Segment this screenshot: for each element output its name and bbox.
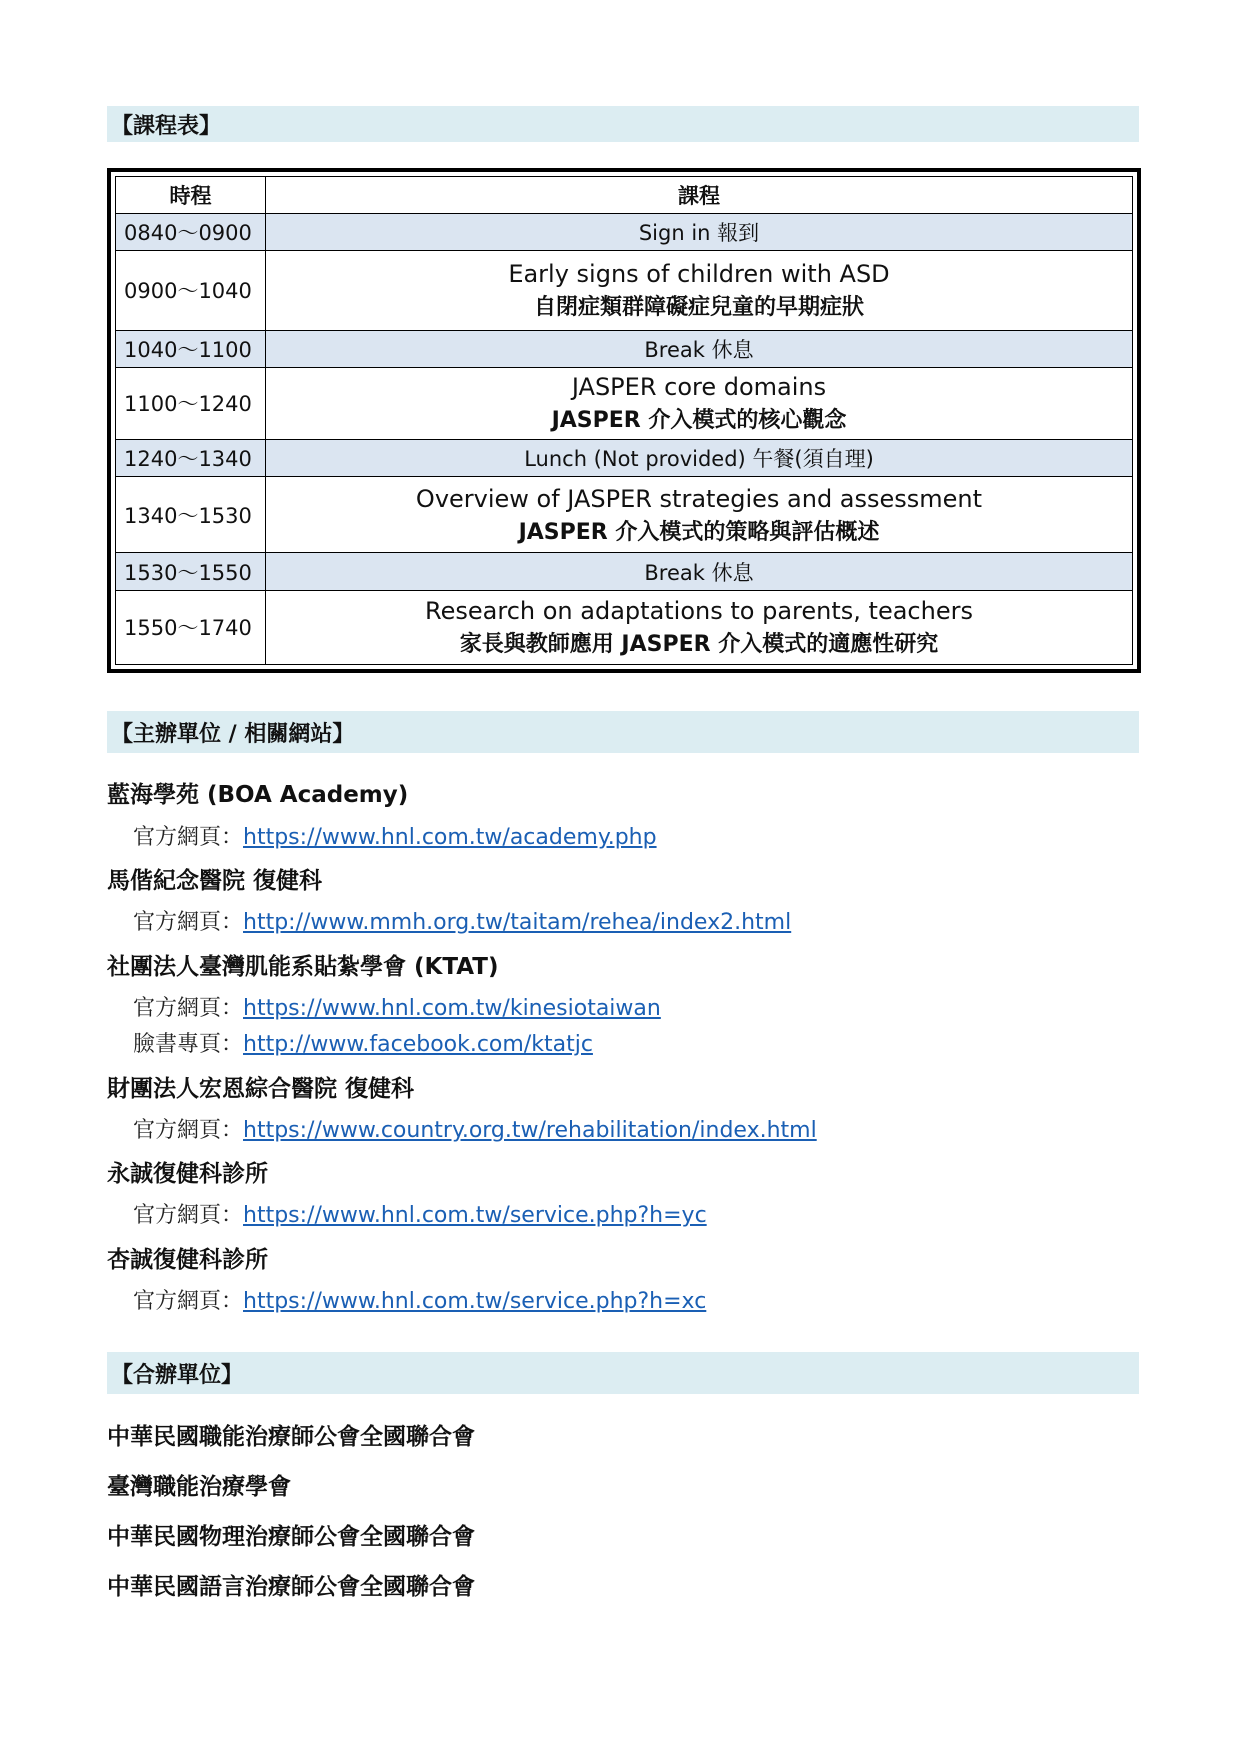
link-label: 官方網頁： xyxy=(133,1289,244,1314)
organizer-link-line xyxy=(133,991,661,1022)
table-row xyxy=(116,440,1133,477)
row-course xyxy=(266,477,1133,553)
table-row xyxy=(116,214,1133,251)
website-link[interactable]: https://www.hnl.com.tw/kinesiotaiwan xyxy=(243,996,661,1021)
course-title-en: JASPER core domains xyxy=(571,373,827,402)
organizer-name: 藍海學苑 (BOA Academy) xyxy=(107,782,409,808)
schedule-table-frame xyxy=(107,168,1141,673)
organizer-link-line xyxy=(133,1113,817,1144)
organizer-link-line xyxy=(133,1284,706,1315)
website-link[interactable]: https://www.country.org.tw/rehabilitation/index.html xyxy=(243,1118,817,1143)
table-row xyxy=(116,590,1133,664)
row-course: Break 休息 xyxy=(266,553,1133,590)
co-organizer-item: 中華民國職能治療師公會全國聯合會 xyxy=(107,1424,475,1450)
website-link[interactable]: https://www.hnl.com.tw/service.php?h=yc xyxy=(243,1203,707,1228)
facebook-link[interactable]: http://www.facebook.com/ktatjc xyxy=(243,1032,593,1057)
course-title-zh: 家長與教師應用 JASPER 介入模式的適應性研究 xyxy=(459,632,939,658)
organizer-name: 社團法人臺灣肌能系貼紮學會 (KTAT) xyxy=(107,954,499,980)
row-course: Break 休息 xyxy=(266,330,1133,367)
row-course: Sign in 報到 xyxy=(266,214,1133,251)
website-link[interactable]: https://www.hnl.com.tw/academy.php xyxy=(243,825,657,850)
table-row xyxy=(116,251,1133,330)
row-time: 1240～1340 xyxy=(116,440,266,477)
organizer-name: 杏誠復健科診所 xyxy=(107,1247,268,1273)
schedule-heading: 【課程表】 xyxy=(107,106,1139,142)
schedule-table xyxy=(115,176,1133,665)
link-label: 官方網頁： xyxy=(133,910,244,935)
table-row xyxy=(116,330,1133,367)
link-label: 官方網頁： xyxy=(133,1118,244,1143)
co-organizer-item: 臺灣職能治療學會 xyxy=(107,1474,291,1500)
co-organizers-heading: 【合辦單位】 xyxy=(107,1352,1139,1394)
course-title-zh: JASPER 介入模式的核心觀念 xyxy=(551,408,847,434)
link-label: 官方網頁： xyxy=(133,996,244,1021)
table-header-row xyxy=(116,177,1133,214)
row-course xyxy=(266,590,1133,664)
website-link[interactable]: http://www.mmh.org.tw/taitam/rehea/index2.html xyxy=(243,910,792,935)
co-organizer-item: 中華民國物理治療師公會全國聯合會 xyxy=(107,1524,475,1550)
course-title-en: Research on adaptations to parents, teachers xyxy=(425,597,973,626)
website-link[interactable]: https://www.hnl.com.tw/service.php?h=xc xyxy=(243,1289,707,1314)
row-course xyxy=(266,251,1133,330)
row-time: 0900～1040 xyxy=(116,251,266,330)
row-time: 1530～1550 xyxy=(116,553,266,590)
course-title-en: Overview of JASPER strategies and assessment xyxy=(415,484,983,513)
row-time: 1040～1100 xyxy=(116,330,266,367)
row-time: 1550～1740 xyxy=(116,590,266,664)
course-title-zh: JASPER 介入模式的策略與評估概述 xyxy=(518,519,880,545)
course-title-zh: 自閉症類群障礙症兒童的早期症狀 xyxy=(533,295,864,321)
header-time: 時程 xyxy=(116,177,266,214)
course-title-en: Early signs of children with ASD xyxy=(508,260,890,289)
link-label: 官方網頁： xyxy=(133,825,244,850)
row-time: 1100～1240 xyxy=(116,367,266,439)
table-row xyxy=(116,367,1133,439)
row-course: Lunch (Not provided) 午餐(須自理) xyxy=(266,440,1133,477)
table-row xyxy=(116,477,1133,553)
organizer-link-line xyxy=(133,820,657,851)
organizers-heading: 【主辦單位 / 相關網站】 xyxy=(107,711,1139,753)
organizer-link-line xyxy=(133,1027,593,1058)
organizer-link-line xyxy=(133,1198,707,1229)
organizer-link-line xyxy=(133,905,791,936)
header-course: 課程 xyxy=(266,177,1133,214)
co-organizer-item: 中華民國語言治療師公會全國聯合會 xyxy=(107,1574,475,1600)
organizer-name: 永誠復健科診所 xyxy=(107,1161,268,1187)
link-label: 臉書專頁： xyxy=(133,1032,244,1057)
row-time: 0840～0900 xyxy=(116,214,266,251)
row-course xyxy=(266,367,1133,439)
table-row xyxy=(116,553,1133,590)
row-time: 1340～1530 xyxy=(116,477,266,553)
link-label: 官方網頁： xyxy=(133,1203,244,1228)
organizer-name: 馬偕紀念醫院 復健科 xyxy=(107,868,323,894)
organizer-name: 財團法人宏恩綜合醫院 復健科 xyxy=(107,1076,415,1102)
